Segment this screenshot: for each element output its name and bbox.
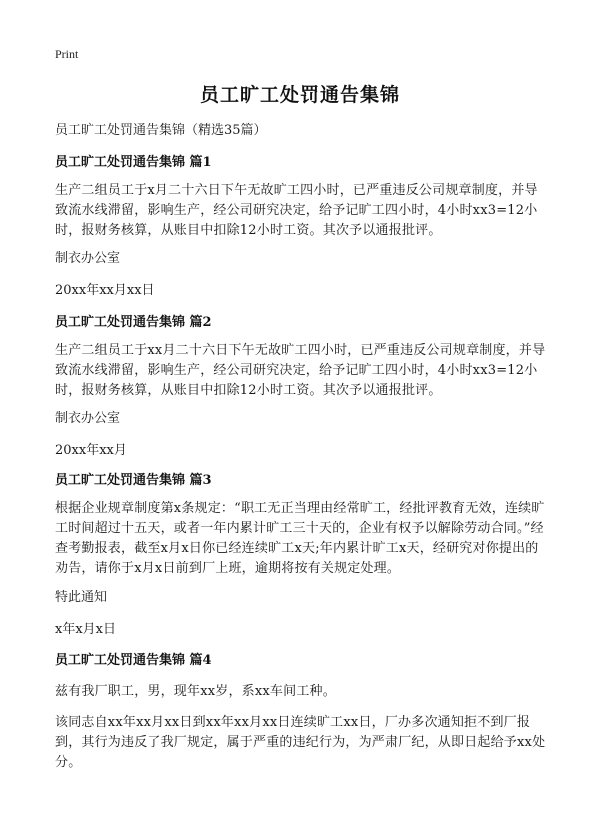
section-paragraph-4a: 兹有我厂职工，男，现年xx岁，系xx车间工种。: [55, 684, 336, 699]
section-paragraph-2: 生产二组员工于xx月二十六日下午无故旷工四小时，已严重违反公司规章制度，并导致流水线滞留，影响生产，经公司研究决定，给予记旷工四小时，4小时xx3=12小时，报财务核算，从账目中扣除12小时工资。其次予以通报批评。: [55, 343, 546, 398]
section-signature-3: 特此通知: [55, 590, 108, 605]
section-heading-2: 员工旷工处罚通告集锦 篇2: [55, 315, 212, 330]
section-heading-4: 员工旷工处罚通告集锦 篇4: [55, 653, 212, 668]
section-paragraph-1: 生产二组员工于x月二十六日下午无故旷工四小时，已严重违反公司规章制度，并导致流水线滞留，影响生产，经公司研究决定，给予记旷工四小时，4小时xx3=12小时，报财务核算，从账目中扣除12小时工资。其次予以通报批评。: [55, 183, 538, 238]
section-date-1: 20xx年xx月xx日: [55, 283, 155, 298]
section-signature-1: 制衣办公室: [55, 251, 121, 266]
section-heading-3: 员工旷工处罚通告集锦 篇3: [55, 473, 212, 488]
print-link[interactable]: Print: [55, 47, 79, 61]
section-heading-1: 员工旷工处罚通告集锦 篇1: [55, 155, 212, 170]
document-subtitle: 员工旷工处罚通告集锦（精选35篇）: [55, 123, 267, 138]
section-paragraph-4b: 该同志自xx年xx月xx日到xx年xx月xx日连续旷工xx日，厂办多次通知拒不到厂报到，其行为违反了我厂规定，属于严重的违纪行为，为严肃厂纪，从即日起给予xx处分。: [55, 715, 546, 770]
document-title: 员工旷工处罚通告集锦: [199, 84, 400, 106]
section-signature-2: 制衣办公室: [55, 411, 121, 426]
section-paragraph-3: 根据企业规章制度第x条规定：“职工无正当理由经常旷工，经批评教育无效，连续旷工时间超过十五天，或者一年内累计旷工三十天的，企业有权予以解除劳动合同。”经查考勤报表，截至x月x日你已经连续旷工x天;年内累计旷工x天，经研究对你提出的劝告，请你于x月x日前到厂上班，逾期将按有关规定处理。: [55, 501, 545, 576]
section-date-3: x年x月x日: [55, 622, 116, 637]
section-date-2: 20xx年xx月: [55, 443, 127, 458]
